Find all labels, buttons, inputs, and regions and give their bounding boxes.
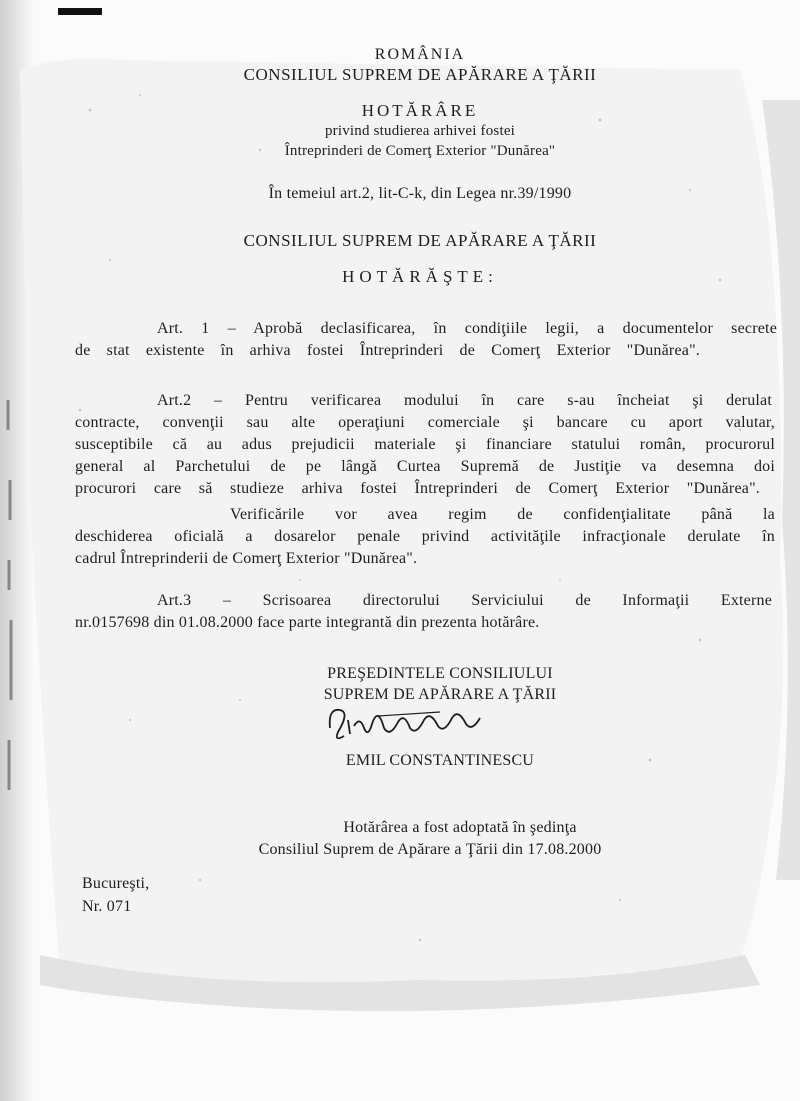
place-label: Bucureşti, — [82, 875, 150, 892]
article-2-line-7: deschiderea oficială a dosarelor penale privind activităţile infracţionale derulate în — [75, 528, 775, 545]
article-2-line-8: cadrul Întreprinderii de Comerţ Exterior "Dunărea". — [75, 550, 418, 567]
handwritten-signature — [320, 698, 500, 744]
adoption-line-2: Consiliul Suprem de Apărare a Ţării din 17.08.2000 — [258, 841, 602, 858]
article-3-line-1: Art.3 – Scrisoarea directorului Serviciului de Informaţii Externe — [157, 592, 772, 609]
article-2-line-4: general al Parchetului de pe lângă Curtea Supremă de Justiţie va desemna doi — [75, 458, 775, 475]
document-type-title: HOTĂRÂRE — [361, 101, 479, 120]
article-2-line-6: Verificările vor avea regim de confidenţialitate până la — [230, 506, 775, 523]
article-2-line-1: Art.2 – Pentru verificarea modului în care s-au încheiat şi derulat — [157, 392, 772, 409]
president-title-2: SUPREM DE APĂRARE A ŢĂRII — [323, 686, 557, 703]
subject-line-2: Întreprinderi de Comerţ Exterior "Dunărea" — [284, 143, 556, 159]
document-number: Nr. 071 — [82, 898, 132, 915]
president-title-1: PREŞEDINTELE CONSILIULUI — [327, 665, 553, 682]
decides-heading: HOTĂRĂŞTE: — [342, 267, 498, 286]
adoption-line-1: Hotărârea a fost adoptată în şedinţa — [343, 819, 577, 836]
legal-basis: În temeiul art.2, lit-C-k, din Legea nr.39/1990 — [268, 185, 572, 202]
article-2-line-5: procurori care să studieze arhiva fostei Întreprinderi de Comerţ Exterior "Dunărea". — [75, 480, 760, 497]
article-1-line-1: Art. 1 – Aprobă declasificarea, în condiţiile legii, a documentelor secrete — [157, 320, 777, 337]
institution-heading: CONSILIUL SUPREM DE APĂRARE A ŢĂRII — [243, 65, 597, 84]
country-heading: ROMÂNIA — [374, 46, 466, 63]
article-3-line-2: nr.0157698 din 01.08.2000 face parte integrantă din prezenta hotărâre. — [75, 614, 540, 631]
article-1-line-2: de stat existente în arhiva fostei Întreprinderi de Comerţ Exterior "Dunărea". — [75, 342, 700, 359]
subject-line-1: privind studierea arhivei fostei — [324, 123, 516, 139]
president-name: EMIL CONSTANTINESCU — [345, 752, 535, 769]
issuer-heading: CONSILIUL SUPREM DE APĂRARE A ŢĂRII — [243, 231, 597, 250]
article-2-line-3: susceptibile că au adus prejudicii materiale şi financiare statului român, procurorul — [75, 436, 775, 453]
article-2-line-2: contracte, convenţii sau alte operaţiuni comerciale şi bancare cu aport valutar, — [75, 414, 775, 431]
